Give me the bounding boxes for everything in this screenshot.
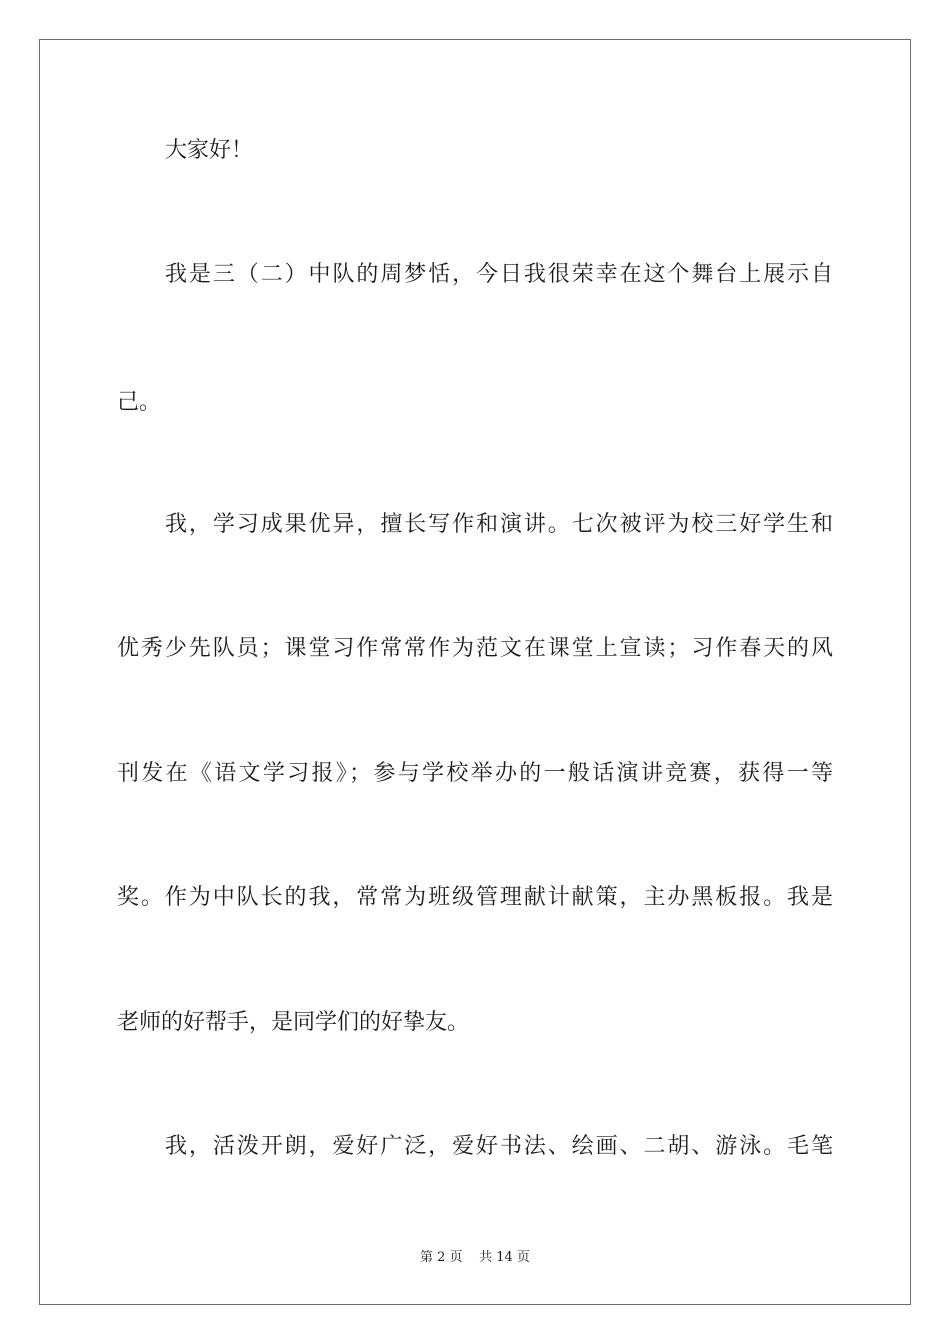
total-pages: 共 14 页 (479, 1250, 530, 1265)
paragraph-3-line-1: 我，活泼开朗，爱好广泛，爱好书法、绘画、二胡、游泳。毛笔 (165, 1134, 833, 1159)
paragraph-1-line-1: 我是三（二）中队的周梦恬，今日我很荣幸在这个舞台上展示自 (165, 262, 833, 287)
page-footer (0, 1246, 950, 1265)
paragraph-2-line-3: 刊发在《语文学习报》；参与学校举办的一般话演讲竞赛，获得一等 (117, 761, 833, 786)
page-number: 第 2 页 (420, 1250, 463, 1265)
paragraph-2-line-2: 优秀少先队员；课堂习作常常作为范文在课堂上宣读；习作春天的风 (117, 636, 833, 661)
paragraph-1-line-2: 己。 (117, 390, 162, 415)
paragraph-2-line-1: 我，学习成果优异，擅长写作和演讲。七次被评为校三好学生和 (165, 512, 833, 537)
greeting-line: 大家好！ (165, 138, 254, 163)
paragraph-2-line-4: 奖。作为中队长的我，常常为班级管理献计献策，主办黑板报。我是 (117, 885, 833, 910)
paragraph-2-line-5: 老师的好帮手，是同学们的好挚友。 (117, 1010, 470, 1035)
